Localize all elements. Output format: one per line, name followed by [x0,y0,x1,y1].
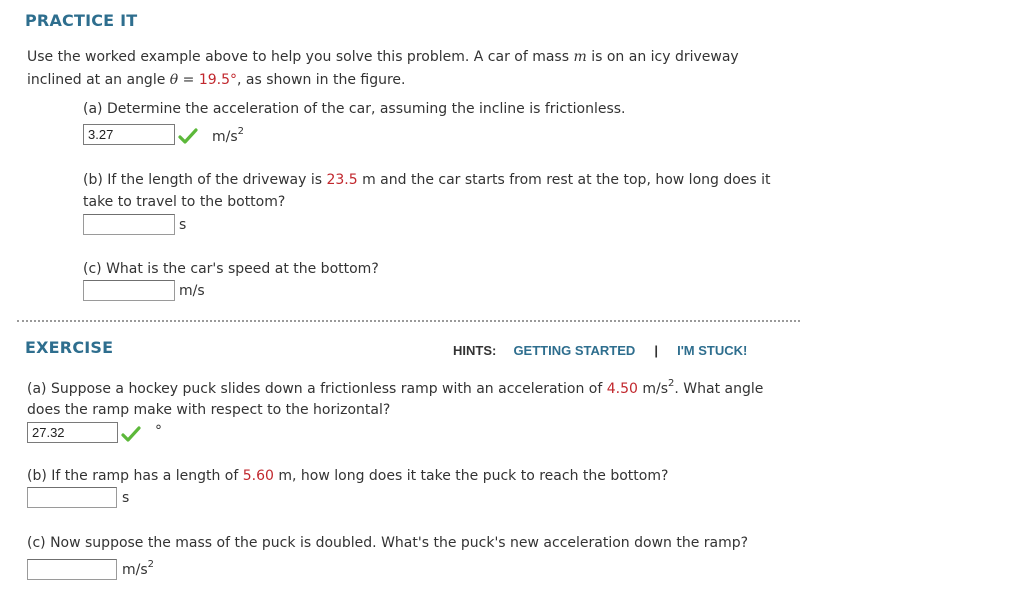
practice-intro-line2 [27,69,406,91]
question-text: m, how long does it take the puck to reach the bottom? [273,468,669,484]
practice-b-question-line2: take to travel to the bottom? [83,194,286,210]
given-length-value: 5.60 [242,468,274,484]
intro-text: is on an icy driveway [586,49,739,65]
practice-c-question: (c) What is the car's speed at the bottom? [83,261,379,277]
equals-sign: = [178,72,199,88]
hints-bar [453,340,747,359]
practice-b-answer-input[interactable] [83,214,175,235]
checkmark-icon [178,128,198,144]
exercise-b-answer-input[interactable] [27,487,117,508]
exercise-c-answer-input[interactable] [27,559,117,580]
hint-separator: | [654,343,658,358]
question-text: (a) Suppose a hockey puck slides down a frictionless ramp with an acceleration of [27,381,607,397]
given-angle-value: 19.5° [198,72,238,88]
practice-title: PRACTICE IT [25,11,138,30]
practice-b-question-line1 [83,169,771,191]
intro-text: Use the worked example above to help you solve this problem. A car of mass [27,49,574,65]
hint-im-stuck-link[interactable]: I'M STUCK! [677,343,748,358]
given-acceleration-value: 4.50 [606,381,638,397]
practice-a-question: (a) Determine the acceleration of the car, assuming the incline is frictionless. [83,101,626,117]
practice-c-unit: m/s [179,283,205,299]
intro-text: , as shown in the figure. [237,72,406,88]
exercise-c-unit: $m/s^2$ [122,559,155,578]
practice-c-answer-input[interactable] [83,280,175,301]
exercise-a-answer-input[interactable]: 27.32 [27,422,118,443]
question-text: m and the car starts from rest at the top, how long does it [357,172,771,188]
question-text: (b) If the length of the driveway is [83,172,327,188]
practice-a-answer-input[interactable]: 3.27 [83,124,175,145]
practice-a-unit: $m/s^2$ [212,126,245,145]
question-text: (b) If the ramp has a length of [27,468,243,484]
mass-variable: m [573,49,587,65]
question-text: . What angle [674,381,764,397]
section-divider [17,320,800,322]
exercise-c-question: (c) Now suppose the mass of the puck is doubled. What's the puck's new acceleration down the ramp? [27,535,749,551]
checkmark-icon [121,426,141,442]
practice-intro-line1 [27,46,739,68]
hints-label: HINTS: [453,343,497,358]
given-length-value: 23.5 [326,172,358,188]
exercise-b-unit: s [122,490,130,506]
angle-variable: θ [169,72,179,88]
exercise-a-question-line1 [27,378,763,400]
exercise-b-question [27,465,668,487]
hint-getting-started-link[interactable]: GETTING STARTED [513,343,636,358]
intro-text: inclined at an angle [27,72,170,88]
exercise-a-question-line2: does the ramp make with respect to the horizontal? [27,402,391,418]
unit-exponent: 2 [668,378,675,390]
exercise-a-unit: ° [155,423,162,439]
acceleration-unit: m/s [637,381,669,397]
practice-b-unit: s [179,217,187,233]
exercise-title: EXERCISE [25,338,114,357]
